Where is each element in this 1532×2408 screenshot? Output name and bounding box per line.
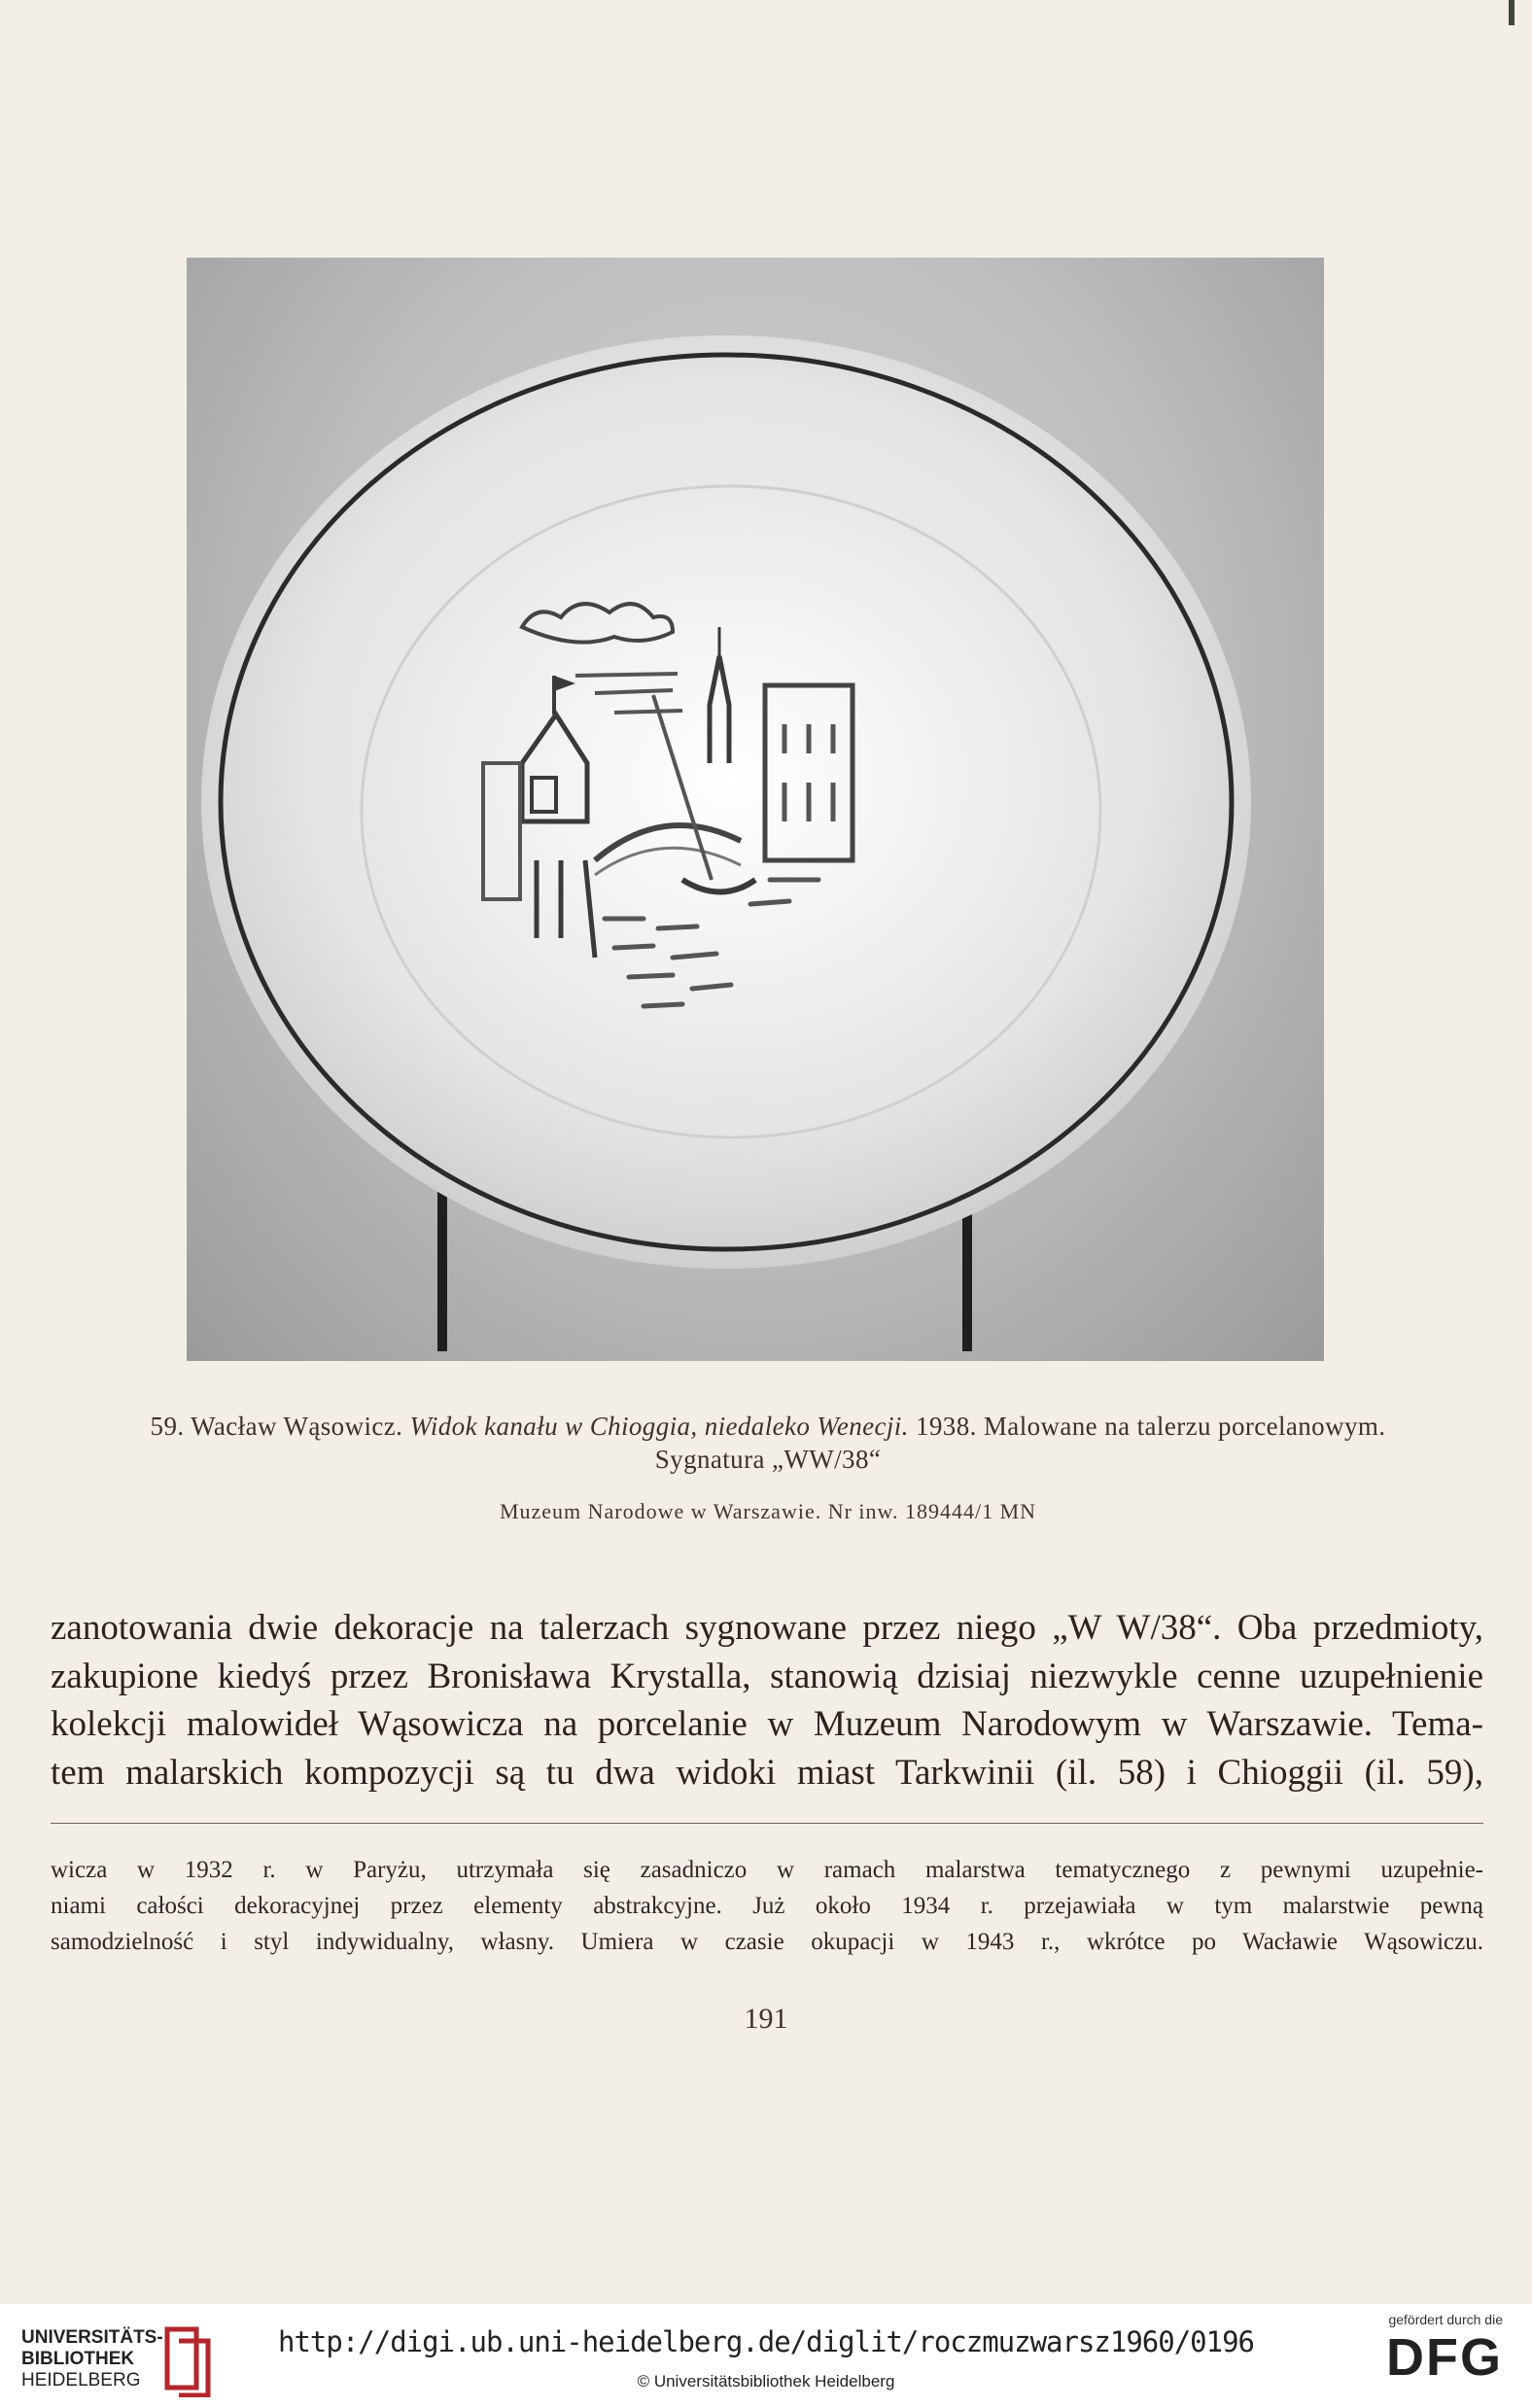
page-number: 191	[744, 2003, 788, 2035]
copyright-notice: © Universitätsbibliothek Heidelberg	[637, 2372, 895, 2391]
caption-number: 59.	[150, 1412, 185, 1441]
caption-title: Widok kanału w Chioggia, niedaleko Wenecji.	[409, 1412, 909, 1441]
figure-caption	[39, 1412, 1497, 1442]
document-url-link[interactable]: http://digi.ub.uni-heidelberg.de/diglit/roczmuzwarsz1960/0196	[277, 2325, 1255, 2358]
body-line: tem malarskich kompozycji są tu dwa widoki miast Tarkwinii (il. 58) i Chioggii (il. 59),	[51, 1752, 1483, 1793]
scan-edge-mark	[1509, 0, 1515, 25]
funder-logo-text: DFG	[1386, 2328, 1503, 2387]
body-line: kolekcji malowideł Wąsowicza na porcelanie w Muzeum Narodowym w Warszawie. Tema-	[51, 1704, 1483, 1744]
footnote-line: niami całości dekoracyjnej przez elementy abstrakcyjne. Już około 1934 r. przejawiała w tym malarstwie pewną	[51, 1893, 1483, 1919]
digitization-footer	[0, 2304, 1532, 2408]
caption-signature: Sygnatura „WW/38“	[654, 1445, 882, 1474]
body-paragraph	[51, 1604, 1483, 1797]
body-line: zanotowania dwie dekoracje na talerzach sygnowane przez niego „W W/38“. Oba przedmioty,	[51, 1608, 1483, 1648]
caption-details: 1938. Malowane na talerzu porcelanowym.	[916, 1412, 1386, 1441]
body-line: zakupione kiedyś przez Bronisława Krystalla, stanowią dzisiaj niezwykle cenne uzupełnienie	[51, 1656, 1483, 1696]
footnote-divider	[51, 1823, 1483, 1824]
caption-museum: Muzeum Narodowe w Warszawie. Nr inw. 189444/1 MN	[499, 1499, 1037, 1523]
dfg-logo[interactable]	[1357, 2312, 1503, 2399]
footnote-line: wicza w 1932 r. w Paryżu, utrzymała się zasadniczo w ramach malarstwa tematycznego z pewnymi uzupełnie-	[51, 1857, 1483, 1883]
library-name: UNIVERSITÄTS- BIBLIOTHEK HEIDELBERG	[21, 2327, 163, 2391]
porcelain-plate-photo	[187, 258, 1324, 1361]
caption-author: Wacław Wąsowicz.	[191, 1412, 403, 1441]
funder-note: gefördert durch die	[1388, 2312, 1503, 2327]
footnote-line: samodzielność i styl indywidualny, własny. Umiera w czasie okupacji w 1943 r., wkrótce po Wacławie Wąsowiczu.	[51, 1929, 1483, 1955]
plate-photograph	[187, 258, 1324, 1361]
footnote	[51, 1852, 1483, 1960]
